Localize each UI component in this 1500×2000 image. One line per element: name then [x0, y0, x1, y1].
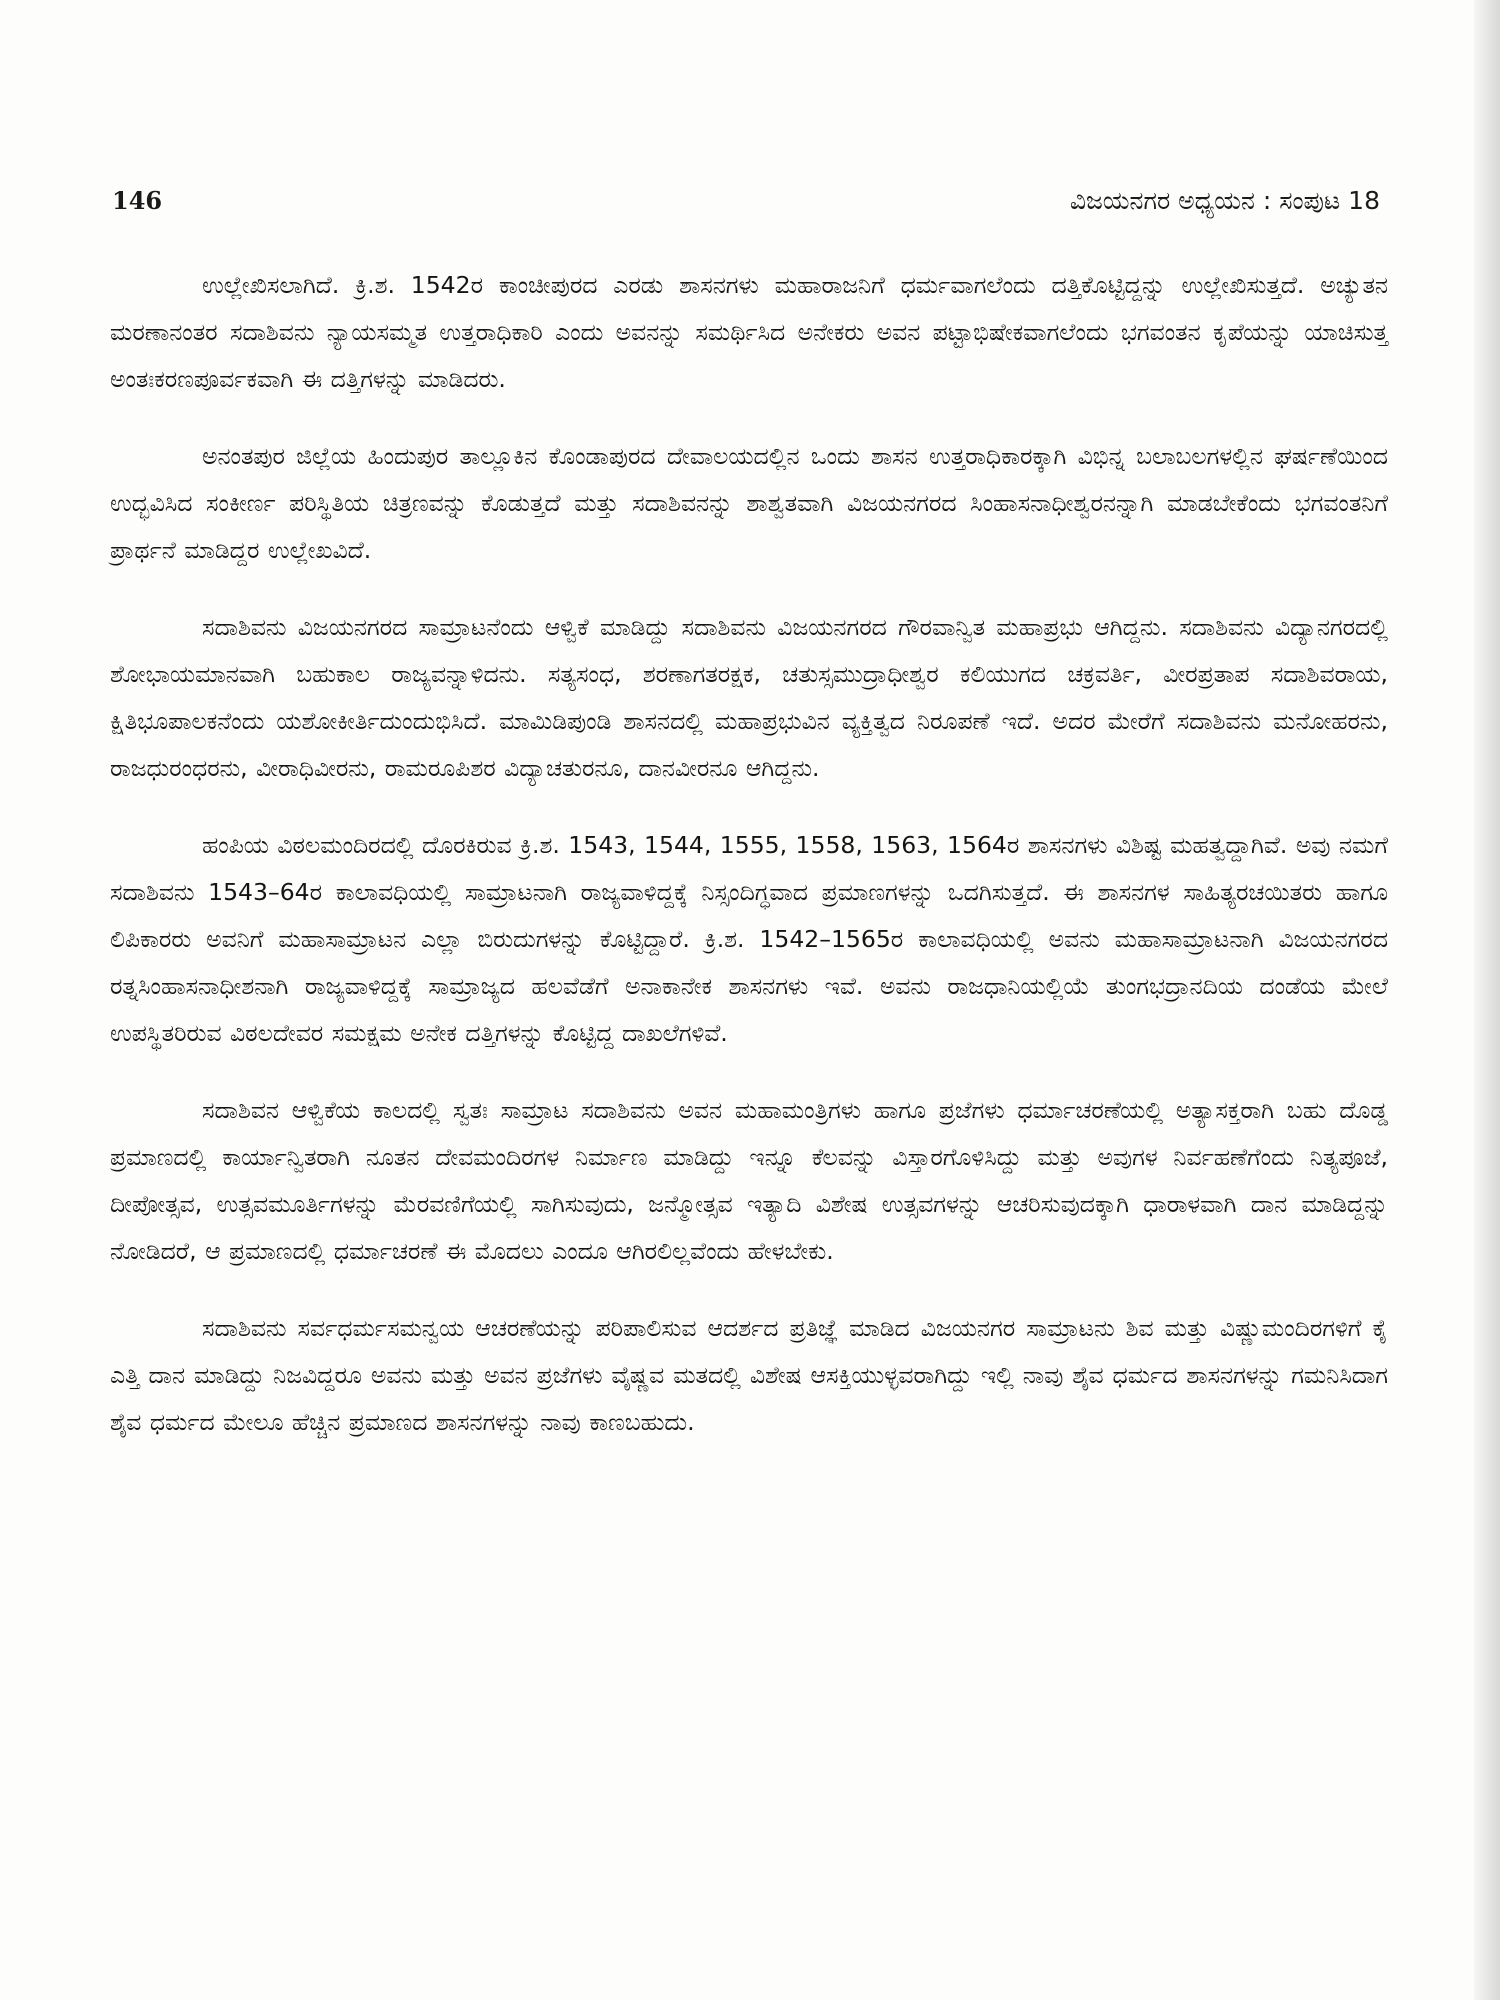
paragraph-6: ಸದಾಶಿವನು ಸರ್ವಧರ್ಮಸಮನ್ವಯ ಆಚರಣೆಯನ್ನು ಪರಿಪಾಲಿಸುವ ಆದರ್ಶದ ಪ್ರತಿಜ್ಞೆ ಮಾಡಿದ ವಿಜಯನಗರ ಸಾಮ್ರಾಟನು ಶಿವ ಮತ್ತು ವಿಷ್ಣುಮಂದಿರಗಳಿಗೆ ಕೈ ಎತ್ತಿ ದಾನ ಮಾಡಿದ್ದು ನಿಜವಿದ್ದರೂ ಅವನು ಮತ್ತು ಅವನ ಪ್ರಜೆಗಳು ವೈಷ್ಣವ ಮತದಲ್ಲಿ ವಿಶೇಷ ಆಸಕ್ತಿಯುಳ್ಳವರಾಗಿದ್ದು ಇಲ್ಲಿ ನಾವು ಶೈವ ಧರ್ಮದ ಶಾಸನಗಳನ್ನು ಗಮನಿಸಿದಾಗ ಶೈವ ಧರ್ಮದ ಮೇಲೂ ಹೆಚ್ಚಿನ ಪ್ರಮಾಣದ ಶಾಸನಗಳನ್ನು ನಾವು ಕಾಣಬಹುದು.: [110, 1314, 1388, 1436]
paragraph-4: ಹಂಪಿಯ ವಿಠಲಮಂದಿರದಲ್ಲಿ ದೊರಕಿರುವ ಕ್ರಿ.ಶ. 1543, 1544, 1555, 1558, 1563, 1564ರ ಶಾಸನಗಳು ವಿಶಿಷ್ಟ ಮಹತ್ವದ್ದಾಗಿವೆ. ಅವು ನಮಗೆ ಸದಾಶಿವನು 1543–64ರ ಕಾಲಾವಧಿಯಲ್ಲಿ ಸಾಮ್ರಾಟನಾಗಿ ರಾಜ್ಯವಾಳಿದ್ದಕ್ಕೆ ನಿಸ್ಸಂದಿಗ್ಧವಾದ ಪ್ರಮಾಣಗಳನ್ನು ಒದಗಿಸುತ್ತದೆ. ಈ ಶಾಸನಗಳ ಸಾಹಿತ್ಯರಚಯಿತರು ಹಾಗೂ ಲಿಪಿಕಾರರು ಅವನಿಗೆ ಮಹಾಸಾಮ್ರಾಟನ ಎಲ್ಲಾ ಬಿರುದುಗಳನ್ನು ಕೊಟ್ಟಿದ್ದಾರೆ. ಕ್ರಿ.ಶ. 1542–1565ರ ಕಾಲಾವಧಿಯಲ್ಲಿ ಅವನು ಮಹಾಸಾಮ್ರಾಟನಾಗಿ ವಿಜಯನಗರದ ರತ್ನಸಿಂಹಾಸನಾಧೀಶನಾಗಿ ರಾಜ್ಯವಾಳಿದ್ದಕ್ಕೆ ಸಾಮ್ರಾಜ್ಯದ ಹಲವೆಡೆಗೆ ಅನಾಕಾನೇಕ ಶಾಸನಗಳು ಇವೆ. ಅವನು ರಾಜಧಾನಿಯಲ್ಲಿಯೆ ತುಂಗಭದ್ರಾನದಿಯ ದಂಡೆಯ ಮೇಲೆ ಉಪಸ್ಥಿತರಿರುವ ವಿಠಲದೇವರ ಸಮಕ್ಷಮ ಅನೇಕ ದತ್ತಿಗಳನ್ನು ಕೊಟ್ಟಿದ್ದ ದಾಖಲೆಗಳಿವೆ.: [110, 831, 1388, 1047]
paragraph-1: ಉಲ್ಲೇಖಿಸಲಾಗಿದೆ. ಕ್ರಿ.ಶ. 1542ರ ಕಾಂಚೀಪುರದ ಎರಡು ಶಾಸನಗಳು ಮಹಾರಾಜನಿಗೆ ಧರ್ಮವಾಗಲೆಂದು ದತ್ತಿಕೊಟ್ಟಿದ್ದನ್ನು ಉಲ್ಲೇಖಿಸುತ್ತದೆ. ಅಚ್ಯುತನ ಮರಣಾನಂತರ ಸದಾಶಿವನು ನ್ಯಾಯಸಮ್ಮತ ಉತ್ತರಾಧಿಕಾರಿ ಎಂದು ಅವನನ್ನು ಸಮರ್ಥಿಸಿದ ಅನೇಕರು ಅವನ ಪಟ್ಟಾಭಿಷೇಕವಾಗಲೆಂದು ಭಗವಂತನ ಕೃಪೆಯನ್ನು ಯಾಚಿಸುತ್ತ ಅಂತಃಕರಣಪೂರ್ವಕವಾಗಿ ಈ ದತ್ತಿಗಳನ್ನು ಮಾಡಿದರು.: [110, 271, 1388, 393]
body-text: [110, 262, 1388, 1476]
paragraph-3: ಸದಾಶಿವನು ವಿಜಯನಗರದ ಸಾಮ್ರಾಟನೆಂದು ಆಳ್ವಿಕೆ ಮಾಡಿದ್ದು ಸದಾಶಿವನು ವಿಜಯನಗರದ ಗೌರವಾನ್ವಿತ ಮಹಾಪ್ರಭು ಆಗಿದ್ದನು. ಸದಾಶಿವನು ವಿದ್ಯಾನಗರದಲ್ಲಿ ಶೋಭಾಯಮಾನವಾಗಿ ಬಹುಕಾಲ ರಾಜ್ಯವನ್ನಾಳಿದನು. ಸತ್ಯಸಂಧ, ಶರಣಾಗತರಕ್ಷಕ, ಚತುಸ್ಸಮುದ್ರಾಧೀಶ್ವರ ಕಲಿಯುಗದ ಚಕ್ರವರ್ತಿ, ವೀರಪ್ರತಾಪ ಸದಾಶಿವರಾಯ, ಕ್ಷಿತಿಭೂಪಾಲಕನೆಂದು ಯಶೋಕೀರ್ತಿದುಂದುಭಿಸಿದೆ. ಮಾಮಿಡಿಪುಂಡಿ ಶಾಸನದಲ್ಲಿ ಮಹಾಪ್ರಭುವಿನ ವ್ಯಕ್ತಿತ್ವದ ನಿರೂಪಣೆ ಇದೆ. ಅದರ ಮೇರೆಗೆ ಸದಾಶಿವನು ಮನೋಹರನು, ರಾಜಧುರಂಧರನು, ವೀರಾಧಿವೀರನು, ರಾಮರೂಪಿಶರ ವಿದ್ಯಾಚತುರನೂ, ದಾನವೀರನೂ ಆಗಿದ್ದನು.: [110, 613, 1388, 782]
page-header: [112, 186, 1380, 226]
page-number: 146: [112, 186, 163, 215]
paragraph-5: ಸದಾಶಿವನ ಆಳ್ವಿಕೆಯ ಕಾಲದಲ್ಲಿ ಸ್ವತಃ ಸಾಮ್ರಾಟ ಸದಾಶಿವನು ಅವನ ಮಹಾಮಂತ್ರಿಗಳು ಹಾಗೂ ಪ್ರಜೆಗಳು ಧರ್ಮಾಚರಣೆಯಲ್ಲಿ ಅತ್ಯಾಸಕ್ತರಾಗಿ ಬಹು ದೊಡ್ಡ ಪ್ರಮಾಣದಲ್ಲಿ ಕಾರ್ಯಾನ್ವಿತರಾಗಿ ನೂತನ ದೇವಮಂದಿರಗಳ ನಿರ್ಮಾಣ ಮಾಡಿದ್ದು ಇನ್ನೂ ಕೆಲವನ್ನು ವಿಸ್ತಾರಗೊಳಿಸಿದ್ದು ಮತ್ತು ಅವುಗಳ ನಿರ್ವಹಣೆಗೆಂದು ನಿತ್ಯಪೂಜೆ, ದೀಪೋತ್ಸವ, ಉತ್ಸವಮೂರ್ತಿಗಳನ್ನು ಮೆರವಣಿಗೆಯಲ್ಲಿ ಸಾಗಿಸುವುದು, ಜನ್ಮೋತ್ಸವ ಇತ್ಯಾದಿ ವಿಶೇಷ ಉತ್ಸವಗಳನ್ನು ಆಚರಿಸುವುದಕ್ಕಾಗಿ ಧಾರಾಳವಾಗಿ ದಾನ ಮಾಡಿದ್ದನ್ನು ನೋಡಿದರೆ, ಆ ಪ್ರಮಾಣದಲ್ಲಿ ಧರ್ಮಾಚರಣೆ ಈ ಮೊದಲು ಎಂದೂ ಆಗಿರಲಿಲ್ಲವೆಂದು ಹೇಳಬೇಕು.: [110, 1096, 1388, 1265]
running-title: ವಿಜಯನಗರ ಅಧ್ಯಯನ : ಸಂಪುಟ 18: [1069, 186, 1380, 215]
page-edge-shadow: [1474, 0, 1500, 2000]
paragraph-2: ಅನಂತಪುರ ಜಿಲ್ಲೆಯ ಹಿಂದುಪುರ ತಾಲ್ಲೂಕಿನ ಕೊಂಡಾಪುರದ ದೇವಾಲಯದಲ್ಲಿನ ಒಂದು ಶಾಸನ ಉತ್ತರಾಧಿಕಾರಕ್ಕಾಗಿ ವಿಭಿನ್ನ ಬಲಾಬಲಗಳಲ್ಲಿನ ಘರ್ಷಣೆಯಿಂದ ಉದ್ಭವಿಸಿದ ಸಂಕೀರ್ಣ ಪರಿಸ್ಥಿತಿಯ ಚಿತ್ರಣವನ್ನು ಕೊಡುತ್ತದೆ ಮತ್ತು ಸದಾಶಿವನನ್ನು ಶಾಶ್ವತವಾಗಿ ವಿಜಯನಗರದ ಸಿಂಹಾಸನಾಧೀಶ್ವರನನ್ನಾಗಿ ಮಾಡಬೇಕೆಂದು ಭಗವಂತನಿಗೆ ಪ್ರಾರ್ಥನೆ ಮಾಡಿದ್ದರ ಉಲ್ಲೇಖವಿದೆ.: [110, 442, 1388, 564]
